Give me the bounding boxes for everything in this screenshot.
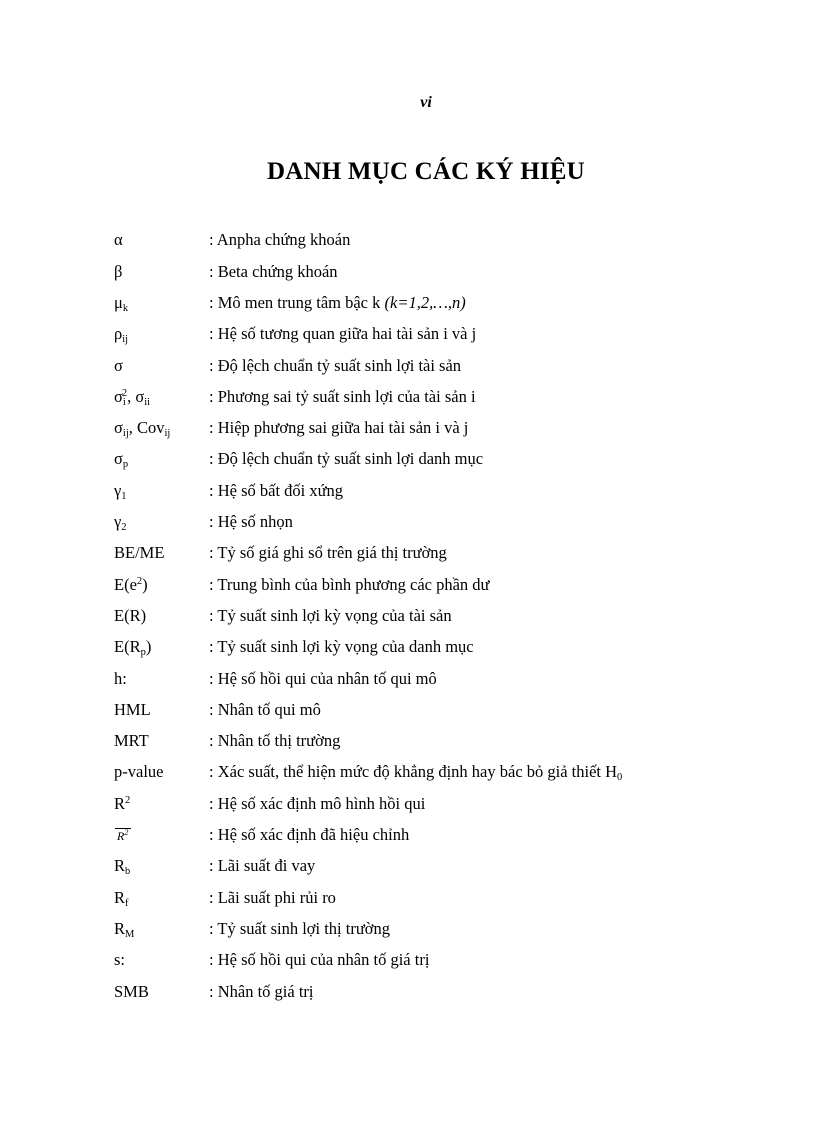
symbol-row-be-me [114, 538, 774, 569]
symbol: σ [114, 355, 123, 375]
symbol-description: : Hệ số xác định mô hình hồi qui [209, 793, 426, 813]
symbol: $E(R_p)$ [114, 637, 152, 659]
symbol-row-mrt [114, 726, 774, 757]
symbol-description: : Tỷ suất sinh lợi kỳ vọng của danh mục [209, 637, 474, 657]
page-number: vi [420, 94, 432, 111]
symbol: E(R) [114, 605, 147, 625]
symbol-row-r-m [114, 914, 774, 945]
symbol: $\mu_k$ [114, 292, 129, 314]
symbol-description: : Nhân tố giá trị [209, 981, 314, 1001]
symbol-row-gamma-2 [114, 507, 774, 538]
symbol-row-beta [114, 256, 774, 287]
symbol-description: : Hệ số tương quan giữa hai tài sản i và j [209, 324, 477, 344]
symbol: BE/ME [114, 543, 165, 563]
symbol-row-e-rp [114, 632, 774, 663]
symbol-description: : Hệ số hồi qui của nhân tố qui mô [209, 668, 437, 688]
symbol-row-e-r [114, 601, 774, 632]
symbol: β [114, 261, 123, 281]
symbol: α [114, 230, 123, 250]
symbol-description: : Độ lệch chuẩn tỷ suất sinh lợi danh mục [209, 449, 484, 469]
symbol: $E(e^2)$ [114, 574, 148, 594]
symbol-description: : Anpha chứng khoán [209, 230, 351, 250]
symbol: $\gamma_2$ [114, 512, 127, 534]
symbol: s: [114, 950, 126, 970]
symbol-description: : Hệ số xác định đã hiệu chỉnh [209, 825, 410, 845]
symbol-description: : Hệ số bất đối xứng [209, 480, 344, 500]
symbol: $R_b$ [114, 856, 131, 878]
symbol-description: : Trung bình của bình phương các phần dư [209, 574, 490, 594]
symbol: MRT [114, 731, 149, 751]
symbol: $\sigma_i^2$, $\sigma_{ii}$ [114, 386, 151, 408]
symbol-description: : Lãi suất đi vay [209, 856, 316, 876]
symbol: $\gamma_1$ [114, 480, 127, 502]
symbol: HML [114, 699, 151, 719]
symbol: $\sigma_p$ [114, 449, 129, 471]
symbol-description: : Phương sai tỷ suất sinh lợi của tài sản i [209, 386, 476, 406]
symbol-row-h [114, 663, 774, 694]
symbol-row-p-value [114, 757, 774, 788]
symbol-row-hml [114, 694, 774, 725]
symbol-description: : Nhân tố qui mô [209, 699, 321, 719]
symbol-row-sigma-p [114, 444, 774, 475]
symbol-row-r-b [114, 851, 774, 882]
symbol: $R^2$ [114, 827, 209, 844]
symbol: $R_f$ [114, 887, 129, 909]
symbol-description: : Lãi suất phi rủi ro [209, 887, 336, 907]
symbol-row-mu-k [114, 288, 774, 319]
symbol-description: : Beta chứng khoán [209, 261, 338, 281]
symbol: $R^2$ [114, 793, 131, 813]
symbol: $\sigma_{ij}$, Cov$_{ij}$ [114, 418, 171, 440]
symbol-row-alpha [114, 225, 774, 256]
symbol-row-adjusted-r-squared [114, 820, 774, 851]
symbol: h: [114, 668, 127, 688]
symbol-description: : Xác suất, thể hiện mức độ khẳng định hay bác bỏ giả thiết $H_0$ [209, 762, 623, 784]
symbol: $\rho_{ij}$ [114, 324, 129, 346]
symbol-list [114, 225, 774, 1007]
symbol-row-r-f [114, 882, 774, 913]
symbol-description: : Tỷ suất sinh lợi thị trường [209, 918, 391, 938]
symbol-description: : Hệ số hồi qui của nhân tố giá trị [209, 950, 430, 970]
symbol: p-value [114, 762, 164, 782]
symbol-row-e-e2 [114, 569, 774, 600]
page-title: DANH MỤC CÁC KÝ HIỆU [267, 158, 585, 185]
symbol-description: : Độ lệch chuẩn tỷ suất sinh lợi tài sản [209, 355, 462, 375]
symbol: SMB [114, 981, 149, 1001]
symbol-description: : Mô men trung tâm bậc k (k=1,2,…,n) [209, 292, 466, 312]
symbol-row-variance [114, 381, 774, 412]
symbol-description: : Hiệp phương sai giữa hai tài sản i và j [209, 418, 469, 438]
symbol: $R_M$ [114, 918, 135, 940]
symbol-row-smb [114, 976, 774, 1007]
symbol-description: : Tỷ suất sinh lợi kỳ vọng của tài sản [209, 605, 452, 625]
symbol-row-rho-ij [114, 319, 774, 350]
symbol-description: : Tỷ số giá ghi sổ trên giá thị trường [209, 543, 447, 563]
symbol-row-sigma [114, 350, 774, 381]
symbol-row-gamma-1 [114, 475, 774, 506]
symbol-row-covariance [114, 413, 774, 444]
symbol-description: : Hệ số nhọn [209, 512, 293, 532]
symbol-description: : Nhân tố thị trường [209, 731, 341, 751]
symbol-row-r-squared [114, 788, 774, 819]
symbol-row-s [114, 945, 774, 976]
